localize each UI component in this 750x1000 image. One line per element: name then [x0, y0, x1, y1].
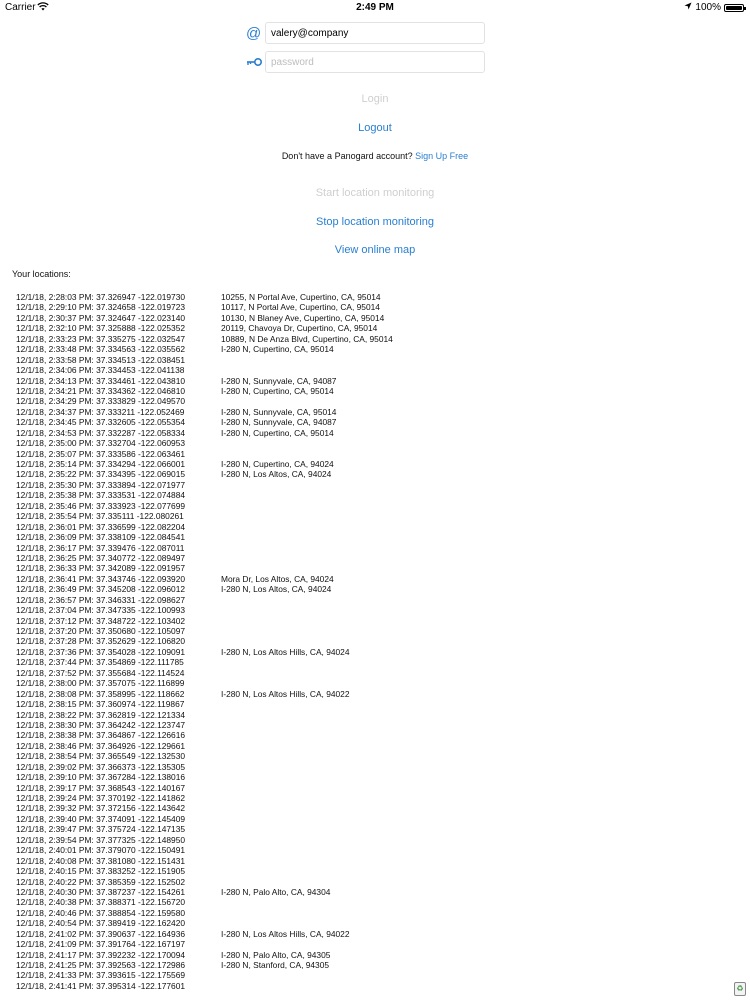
location-row [16, 647, 736, 657]
location-coords: 12/1/18, 2:34:29 PM: 37.333829 -122.049570 [16, 396, 186, 407]
stop-monitoring-label: Stop location monitoring [315, 216, 434, 228]
password-field[interactable] [265, 51, 485, 73]
location-row [16, 918, 736, 928]
location-row [16, 939, 736, 949]
location-coords: 12/1/18, 2:34:37 PM: 37.333211 -122.052469 [16, 406, 185, 417]
location-row [16, 396, 736, 406]
location-row [16, 302, 736, 312]
stop-monitoring-button[interactable] [0, 216, 750, 228]
location-address: 10130, N Blaney Ave, Cupertino, CA, 95014 [221, 312, 385, 323]
location-coords: 12/1/18, 2:38:15 PM: 37.360974 -122.119867 [16, 699, 185, 710]
location-row [16, 824, 736, 834]
location-row [16, 616, 736, 626]
location-row [16, 814, 736, 824]
location-row [16, 574, 736, 584]
location-coords: 12/1/18, 2:39:17 PM: 37.368543 -122.140167 [16, 782, 186, 793]
location-address [221, 365, 736, 375]
location-address: I-280 N, Palo Alto, CA, 94304 [221, 886, 331, 897]
location-row [16, 313, 736, 323]
location-address [221, 543, 736, 553]
location-coords: 12/1/18, 2:34:53 PM: 37.332287 -122.058334 [16, 427, 186, 438]
location-row [16, 292, 736, 302]
location-coords: 12/1/18, 2:40:38 PM: 37.388371 -122.156720 [16, 897, 186, 908]
location-coords: 12/1/18, 2:38:00 PM: 37.357075 -122.116899 [16, 678, 185, 689]
location-address [221, 595, 736, 605]
start-monitoring-label: Start location monitoring [315, 187, 435, 199]
location-coords: 12/1/18, 2:35:22 PM: 37.334395 -122.069015 [16, 469, 186, 480]
location-coords: 12/1/18, 2:35:38 PM: 37.333531 -122.074884 [16, 490, 186, 501]
location-address [221, 355, 736, 365]
clock: 2:49 PM [356, 2, 394, 13]
location-coords: 12/1/18, 2:37:12 PM: 37.348722 -122.103402 [16, 615, 186, 626]
location-address [221, 845, 736, 855]
battery-percent: 100% [695, 2, 721, 13]
location-coords: 12/1/18, 2:38:38 PM: 37.364867 -122.126616 [16, 730, 186, 741]
location-coords: 12/1/18, 2:35:14 PM: 37.334294 -122.066001 [16, 459, 186, 469]
location-address [221, 877, 736, 887]
location-row [16, 386, 736, 396]
location-address: I-280 N, Los Altos, CA, 94024 [221, 469, 332, 480]
locations-list[interactable] [16, 292, 736, 1000]
location-coords: 12/1/18, 2:35:46 PM: 37.333923 -122.077699 [16, 500, 186, 511]
key-icon [245, 51, 263, 73]
location-coords: 12/1/18, 2:35:30 PM: 37.333894 -122.071977 [16, 479, 186, 490]
location-row [16, 355, 736, 365]
location-address [221, 657, 736, 667]
logout-button-label: Logout [358, 122, 392, 134]
location-row [16, 344, 736, 354]
battery-fill [726, 6, 742, 10]
location-row [16, 563, 736, 573]
location-coords: 12/1/18, 2:28:03 PM: 37.326947 -122.019730 [16, 292, 186, 302]
location-address: I-280 N, Stanford, CA, 94305 [221, 960, 330, 970]
location-address: I-280 N, Los Altos, CA, 94024 [221, 584, 332, 595]
location-row [16, 469, 736, 479]
location-row [16, 323, 736, 333]
location-row [16, 511, 736, 521]
location-row [16, 449, 736, 459]
location-coords: 12/1/18, 2:39:24 PM: 37.370192 -122.141862 [16, 793, 186, 803]
location-row [16, 897, 736, 907]
location-row [16, 762, 736, 772]
location-row [16, 856, 736, 866]
location-row [16, 595, 736, 605]
location-address [221, 396, 736, 406]
location-coords: 12/1/18, 2:40:01 PM: 37.379070 -122.150491 [16, 845, 186, 856]
location-address: Mora Dr, Los Altos, CA, 94024 [221, 573, 334, 584]
location-row [16, 835, 736, 845]
location-row [16, 970, 736, 980]
location-coords: 12/1/18, 2:36:01 PM: 37.336599 -122.082204 [16, 521, 186, 532]
location-coords: 12/1/18, 2:39:54 PM: 37.377325 -122.148950 [16, 834, 186, 845]
location-row [16, 689, 736, 699]
location-coords: 12/1/18, 2:41:02 PM: 37.390637 -122.164936 [16, 928, 186, 939]
location-row [16, 803, 736, 813]
location-row [16, 720, 736, 730]
location-coords: 12/1/18, 2:41:41 PM: 37.395314 -122.177601 [16, 980, 186, 991]
location-row [16, 793, 736, 803]
location-coords: 12/1/18, 2:38:46 PM: 37.364926 -122.129661 [16, 740, 186, 751]
location-row [16, 428, 736, 438]
location-address: 10117, N Portal Ave, Cupertino, CA, 95014 [221, 302, 380, 313]
login-button[interactable] [0, 93, 750, 105]
location-address [221, 563, 736, 573]
location-coords: 12/1/18, 2:34:13 PM: 37.334461 -122.043810 [16, 375, 186, 386]
location-row [16, 908, 736, 918]
location-coords: 12/1/18, 2:40:46 PM: 37.388854 -122.159580 [16, 907, 186, 918]
location-coords: 12/1/18, 2:36:09 PM: 37.338109 -122.084541 [16, 532, 186, 543]
location-row [16, 334, 736, 344]
location-address [221, 918, 736, 928]
username-row [245, 22, 485, 44]
location-address [221, 751, 736, 761]
location-address [221, 783, 736, 793]
location-address [221, 438, 736, 448]
location-coords: 12/1/18, 2:41:17 PM: 37.392232 -122.170094 [16, 949, 186, 960]
location-coords: 12/1/18, 2:34:45 PM: 37.332605 -122.055354 [16, 417, 186, 428]
location-row [16, 490, 736, 500]
location-coords: 12/1/18, 2:33:23 PM: 37.335275 -122.032547 [16, 333, 186, 344]
location-address [221, 522, 736, 532]
location-coords: 12/1/18, 2:36:25 PM: 37.340772 -122.089497 [16, 552, 186, 563]
location-address: I-280 N, Sunnyvale, CA, 94087 [221, 375, 337, 386]
location-row [16, 376, 736, 386]
location-address: I-280 N, Cupertino, CA, 95014 [221, 344, 334, 355]
location-row [16, 751, 736, 761]
start-monitoring-button[interactable] [0, 187, 750, 199]
location-coords: 12/1/18, 2:39:40 PM: 37.374091 -122.145409 [16, 813, 186, 824]
location-row [16, 636, 736, 646]
location-coords: 12/1/18, 2:36:17 PM: 37.339476 -122.087011 [16, 542, 185, 553]
location-row [16, 459, 736, 469]
location-coords: 12/1/18, 2:35:54 PM: 37.335111 -122.080261 [16, 511, 184, 522]
location-row [16, 543, 736, 553]
location-row [16, 845, 736, 855]
location-address [221, 793, 736, 803]
signup-prompt: Don't have a Panogard account? [281, 151, 413, 161]
location-address: I-280 N, Los Altos Hills, CA, 94022 [221, 928, 350, 939]
location-row [16, 407, 736, 417]
signup-line [0, 151, 750, 161]
location-coords: 12/1/18, 2:39:47 PM: 37.375724 -122.147135 [16, 824, 186, 835]
location-address [221, 981, 736, 991]
location-address [221, 720, 736, 730]
svg-text:@: @ [246, 25, 261, 42]
location-address: I-280 N, Sunnyvale, CA, 95014 [221, 406, 337, 417]
status-right [684, 2, 744, 13]
location-coords: 12/1/18, 2:40:08 PM: 37.381080 -122.151431 [16, 855, 186, 866]
location-row [16, 730, 736, 740]
location-address: I-280 N, Cupertino, CA, 95014 [221, 427, 334, 438]
location-row [16, 532, 736, 542]
recycle-icon: ♻ [734, 982, 746, 996]
location-row [16, 522, 736, 532]
location-address [221, 710, 736, 720]
location-coords: 12/1/18, 2:34:21 PM: 37.334362 -122.046810 [16, 385, 186, 396]
location-address [221, 835, 736, 845]
locations-heading: Your locations: [12, 269, 71, 279]
location-address: I-280 N, Sunnyvale, CA, 94087 [221, 417, 337, 428]
location-coords: 12/1/18, 2:41:25 PM: 37.392563 -122.172986 [16, 960, 186, 970]
location-address: I-280 N, Palo Alto, CA, 94305 [221, 949, 331, 960]
location-address [221, 678, 736, 688]
location-address [221, 511, 736, 521]
location-row [16, 981, 736, 991]
location-address [221, 553, 736, 563]
location-row [16, 678, 736, 688]
location-coords: 12/1/18, 2:40:30 PM: 37.387237 -122.154261 [16, 886, 186, 897]
location-coords: 12/1/18, 2:40:15 PM: 37.383252 -122.151905 [16, 866, 186, 877]
location-row [16, 501, 736, 511]
location-row [16, 772, 736, 782]
location-address [221, 908, 736, 918]
location-address [221, 939, 736, 949]
location-coords: 12/1/18, 2:33:58 PM: 37.334513 -122.038451 [16, 354, 186, 365]
location-coords: 12/1/18, 2:38:54 PM: 37.365549 -122.132530 [16, 751, 186, 762]
logout-button[interactable] [0, 122, 750, 134]
location-coords: 12/1/18, 2:39:32 PM: 37.372156 -122.143642 [16, 803, 186, 814]
location-address: I-280 N, Cupertino, CA, 94024 [221, 459, 334, 469]
location-coords: 12/1/18, 2:39:02 PM: 37.366373 -122.135305 [16, 761, 186, 772]
location-coords: 12/1/18, 2:37:28 PM: 37.352629 -122.106820 [16, 636, 186, 647]
status-bar [0, 0, 750, 16]
location-row [16, 365, 736, 375]
battery-icon [724, 4, 744, 12]
location-row [16, 741, 736, 751]
location-address [221, 668, 736, 678]
location-coords: 12/1/18, 2:37:44 PM: 37.354869 -122.111785 [16, 657, 184, 668]
location-address [221, 897, 736, 907]
view-map-label: View online map [334, 244, 416, 256]
location-address [221, 824, 736, 834]
location-address [221, 616, 736, 626]
location-address [221, 532, 736, 542]
location-address [221, 636, 736, 646]
location-address [221, 741, 736, 751]
location-coords: 12/1/18, 2:36:33 PM: 37.342089 -122.091957 [16, 563, 186, 574]
location-coords: 12/1/18, 2:37:04 PM: 37.347335 -122.100993 [16, 605, 186, 616]
location-address: 20119, Chavoya Dr, Cupertino, CA, 95014 [221, 323, 378, 334]
location-address: I-280 N, Los Altos Hills, CA, 94022 [221, 688, 350, 699]
location-address [221, 449, 736, 459]
location-address [221, 490, 736, 500]
location-address [221, 970, 736, 980]
location-row [16, 657, 736, 667]
location-row [16, 417, 736, 427]
location-coords: 12/1/18, 2:38:08 PM: 37.358995 -122.118662 [16, 688, 185, 699]
location-coords: 12/1/18, 2:32:10 PM: 37.325888 -122.025352 [16, 323, 186, 334]
location-address [221, 480, 736, 490]
location-address [221, 605, 736, 615]
location-coords: 12/1/18, 2:41:09 PM: 37.391764 -122.167197 [16, 939, 186, 950]
location-row [16, 438, 736, 448]
location-row [16, 960, 736, 970]
location-coords: 12/1/18, 2:29:10 PM: 37.324658 -122.019723 [16, 302, 186, 313]
location-row [16, 480, 736, 490]
location-coords: 12/1/18, 2:40:54 PM: 37.389419 -122.162420 [16, 918, 186, 929]
location-coords: 12/1/18, 2:38:22 PM: 37.362819 -122.121334 [16, 709, 186, 720]
location-row [16, 866, 736, 876]
location-row [16, 710, 736, 720]
password-row [245, 51, 485, 73]
location-coords: 12/1/18, 2:38:30 PM: 37.364242 -122.123747 [16, 719, 186, 730]
carrier-label: Carrier [5, 2, 36, 13]
location-address [221, 501, 736, 511]
location-row [16, 887, 736, 897]
view-map-button[interactable] [0, 244, 750, 256]
location-coords: 12/1/18, 2:36:57 PM: 37.346331 -122.098627 [16, 594, 186, 605]
location-row [16, 929, 736, 939]
location-coords: 12/1/18, 2:35:00 PM: 37.332704 -122.060953 [16, 438, 186, 449]
location-address [221, 814, 736, 824]
location-address [221, 856, 736, 866]
location-coords: 12/1/18, 2:37:36 PM: 37.354028 -122.109091 [16, 646, 186, 657]
at-sign-icon [245, 22, 263, 44]
signup-link[interactable]: Sign Up Free [415, 151, 469, 161]
location-row [16, 626, 736, 636]
location-row [16, 553, 736, 563]
location-row [16, 605, 736, 615]
location-coords: 12/1/18, 2:37:20 PM: 37.350680 -122.105097 [16, 626, 186, 636]
location-address [221, 730, 736, 740]
location-coords: 12/1/18, 2:41:33 PM: 37.393615 -122.175569 [16, 970, 186, 981]
location-row [16, 584, 736, 594]
location-address [221, 762, 736, 772]
location-coords: 12/1/18, 2:35:07 PM: 37.333586 -122.063461 [16, 448, 186, 459]
location-address [221, 626, 736, 636]
login-button-label: Login [361, 93, 389, 105]
location-address [221, 699, 736, 709]
location-coords: 12/1/18, 2:34:06 PM: 37.334453 -122.041138 [16, 365, 185, 376]
location-address [221, 866, 736, 876]
location-coords: 12/1/18, 2:36:41 PM: 37.343746 -122.093920 [16, 573, 186, 584]
location-coords: 12/1/18, 2:39:10 PM: 37.367284 -122.138016 [16, 772, 186, 783]
location-address: 10889, N De Anza Blvd, Cupertino, CA, 95014 [221, 333, 393, 344]
location-coords: 12/1/18, 2:37:52 PM: 37.355684 -122.114524 [16, 667, 185, 678]
location-row [16, 783, 736, 793]
username-field[interactable] [265, 22, 485, 44]
location-address [221, 803, 736, 813]
location-coords: 12/1/18, 2:33:48 PM: 37.334563 -122.035562 [16, 344, 186, 355]
location-row [16, 950, 736, 960]
location-row [16, 877, 736, 887]
location-address: 10255, N Portal Ave, Cupertino, CA, 95014 [221, 292, 381, 302]
location-address: I-280 N, Los Altos Hills, CA, 94024 [221, 646, 350, 657]
location-coords: 12/1/18, 2:36:49 PM: 37.345208 -122.096012 [16, 584, 186, 595]
location-row [16, 668, 736, 678]
location-address: I-280 N, Cupertino, CA, 95014 [221, 385, 334, 396]
location-arrow-icon [684, 2, 692, 13]
location-coords: 12/1/18, 2:30:37 PM: 37.324647 -122.023140 [16, 312, 186, 323]
location-address [221, 772, 736, 782]
location-coords: 12/1/18, 2:40:22 PM: 37.385359 -122.152502 [16, 876, 186, 887]
location-row [16, 699, 736, 709]
